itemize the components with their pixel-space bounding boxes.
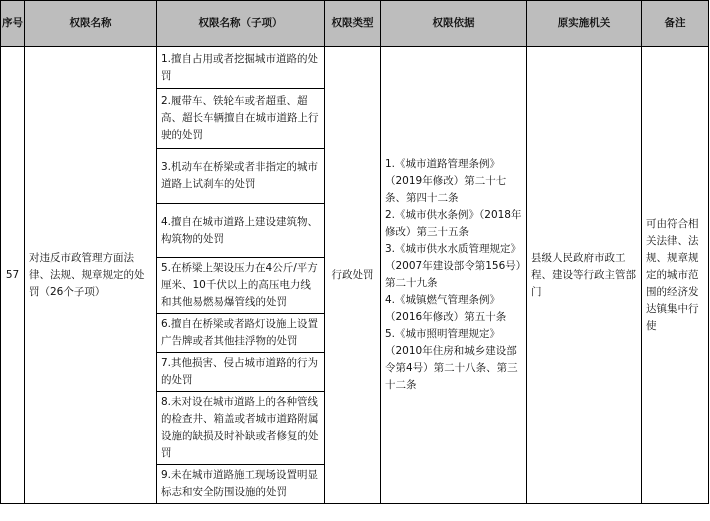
header-subitem: 权限名称（子项） xyxy=(157,1,325,47)
subitem-cell: 2.履带车、铁轮车或者超重、超高、超长车辆擅自在城市道路上行驶的处罚 xyxy=(157,89,325,149)
subitem-cell: 6.擅自在桥梁或者路灯设施上设置广告牌或者其他挂浮物的处罚 xyxy=(157,314,325,353)
basis-item: 4.《城镇燃气管理条例》（2016年修改）第五十条 xyxy=(385,294,507,323)
header-name: 权限名称 xyxy=(25,1,157,47)
header-type: 权限类型 xyxy=(325,1,381,47)
row-basis xyxy=(381,47,527,504)
row-type: 行政处罚 xyxy=(325,47,381,504)
subitem-cell: 9.未在城市道路施工现场设置明显标志和安全防围设施的处罚 xyxy=(157,465,325,504)
row-org: 县级人民政府市政工程、建设等行政主管部门 xyxy=(527,47,642,504)
subitem-cell: 8.未对设在城市道路上的各种管线的检查井、箱盖或者城市道路附属设施的缺损及时补缺或者修复的处罚 xyxy=(157,392,325,465)
subitem-cell: 7.其他损害、侵占城市道路的行为的处罚 xyxy=(157,353,325,392)
subitem-cell: 3.机动车在桥梁或者非指定的城市道路上试刹车的处罚 xyxy=(157,149,325,204)
table-row xyxy=(1,47,709,89)
row-name: 对违反市政管理方面法律、法规、规章规定的处罚（26个子项） xyxy=(25,47,157,504)
row-note: 可由符合相关法律、法规、规章规定的城市范围的经济发达镇集中行使 xyxy=(642,47,709,504)
header-row xyxy=(1,1,709,47)
basis-item: 5.《城市照明管理规定》（2010年住房和城乡建设部令第4号）第二十八条、第三十二条 xyxy=(385,328,518,391)
header-basis: 权限依据 xyxy=(381,1,527,47)
subitem-cell: 1.擅自占用或者挖掘城市道路的处罚 xyxy=(157,47,325,89)
subitem-cell: 4.擅自在城市道路上建设建筑物、构筑物的处罚 xyxy=(157,204,325,258)
header-org: 原实施机关 xyxy=(527,1,642,47)
basis-item: 2.《城市供水条例》（2018年修改）第三十五条 xyxy=(385,209,522,238)
header-note: 备注 xyxy=(642,1,709,47)
subitem-cell: 5.在桥梁上架设压力在4公斤/平方厘米、10千伏以上的高压电力线和其他易燃易爆管线的处罚 xyxy=(157,258,325,314)
header-seq: 序号 xyxy=(1,1,25,47)
basis-item: 3.《城市供水水质管理规定》（2007年建设部令第156号）第二十九条 xyxy=(385,243,522,289)
basis-item: 1.《城市道路管理条例》（2019年修改）第二十七条、第四十二条 xyxy=(385,158,507,204)
row-seq: 57 xyxy=(1,47,25,504)
